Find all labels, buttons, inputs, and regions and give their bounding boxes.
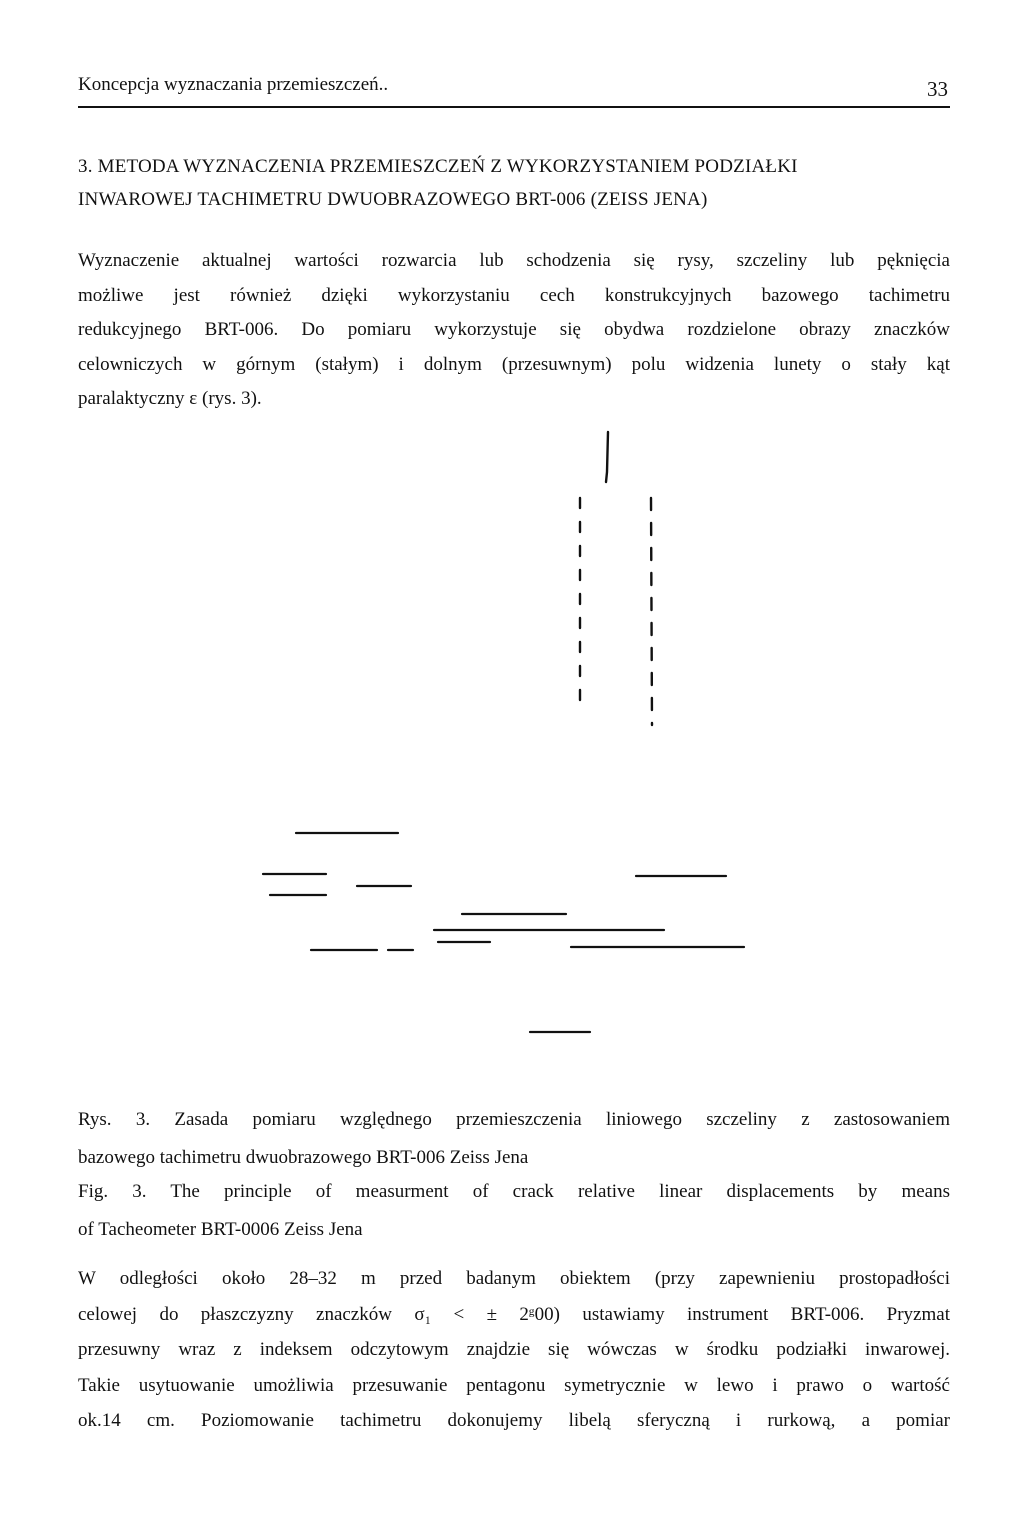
paragraph-intro bbox=[78, 244, 950, 417]
text-line: redukcyjnego BRT-006. Do pomiaru wykorzystuje się obydwa rozdzielone obrazy znaczków bbox=[78, 319, 950, 340]
text-line: W odległości około 28–32 m przed badanym obiektem (przy zapewnieniu prostopadłości bbox=[78, 1268, 950, 1289]
text-line: Takie usytuowanie umożliwia przesuwanie pentagonu symetrycznie w lewo i prawo o wartość bbox=[78, 1374, 950, 1396]
text-line: paralaktyczny ε (rys. 3). bbox=[78, 388, 262, 409]
section-heading bbox=[78, 150, 958, 216]
upper-index-line bbox=[606, 432, 608, 482]
text-line: przesuwny wraz z indeksem odczytowym znajdzie się wówczas w środku podziałki inwarowej. bbox=[78, 1339, 950, 1360]
header-rule bbox=[78, 106, 950, 108]
page-number: 33 bbox=[927, 77, 948, 101]
right-vertical-dashed-line bbox=[651, 498, 652, 725]
text-line: Wyznaczenie aktualnej wartości rozwarcia lub schodzenia się rysy, szczeliny lub pęknięcia bbox=[78, 250, 950, 271]
page-header bbox=[78, 62, 950, 101]
figure-caption-polish bbox=[78, 1101, 950, 1177]
caption-line: Fig. 3. The principle of measurment of crack relative linear displacements by means bbox=[78, 1181, 950, 1202]
figure-caption-english bbox=[78, 1173, 950, 1249]
text-line: celowej do płaszczyzny znaczków σ₁ < ± 2ᵍ00) ustawiamy instrument BRT-006. Pryzmat bbox=[78, 1303, 950, 1325]
section-heading-line: 3. METODA WYZNACZENIA PRZEMIESZCZEŃ Z WYKORZYSTANIEM PODZIAŁKI bbox=[78, 156, 798, 177]
figure-3-drawing bbox=[0, 400, 1024, 1100]
caption-line: Rys. 3. Zasada pomiaru względnego przemieszczenia liniowego szczeliny z zastosowaniem bbox=[78, 1109, 950, 1130]
section-heading-line: INWAROWEJ TACHIMETRU DWUOBRAZOWEGO BRT-006 (ZEISS JENA) bbox=[78, 189, 708, 210]
text-line: ok.14 cm. Poziomowanie tachimetru dokonujemy libelą sferyczną i rurkową, a pomiar bbox=[78, 1410, 950, 1431]
text-line: możliwe jest również dzięki wykorzystaniu cech konstrukcyjnych bazowego tachimetru bbox=[78, 284, 950, 306]
figure-3-diagram bbox=[0, 400, 1024, 1100]
caption-line: bazowego tachimetru dwuobrazowego BRT-006 Zeiss Jena bbox=[78, 1147, 529, 1168]
caption-line: of Tacheometer BRT-0006 Zeiss Jena bbox=[78, 1219, 363, 1240]
paragraph-procedure bbox=[78, 1261, 950, 1439]
running-title: Koncepcja wyznaczania przemieszczeń.. bbox=[78, 74, 389, 95]
text-line: celowniczych w górnym (stałym) i dolnym (przesuwnym) polu widzenia lunety o stały kąt bbox=[78, 353, 950, 375]
